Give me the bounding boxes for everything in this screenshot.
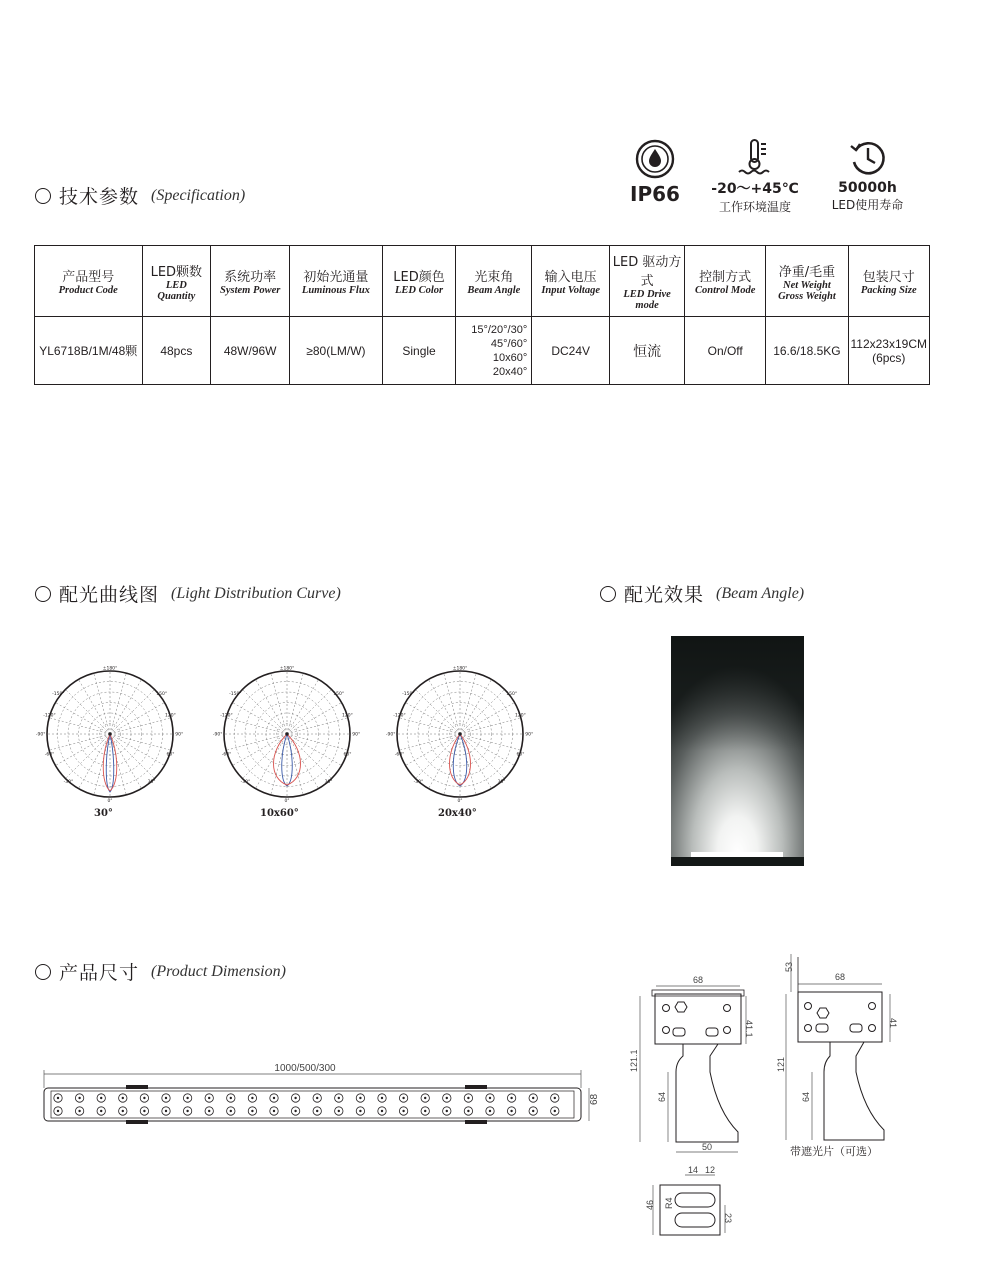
header-control-mode: 控制方式 Control Mode [685, 246, 766, 317]
svg-text:120°: 120° [515, 713, 526, 719]
svg-text:0°: 0° [107, 799, 113, 804]
svg-text:120°: 120° [342, 713, 353, 719]
spec-table [34, 245, 930, 385]
dimension-section-title: 产品尺寸 (Product Dimension) [35, 958, 286, 985]
svg-text:0°: 0° [457, 799, 463, 804]
header-product-code: 产品型号 Product Code [35, 246, 143, 317]
svg-text:41.1: 41.1 [744, 1020, 754, 1038]
svg-text:121.1: 121.1 [629, 1049, 639, 1072]
polar-curve-3 [385, 662, 535, 806]
svg-text:-30°: -30° [63, 780, 74, 786]
svg-text:-90°: -90° [35, 732, 46, 738]
curve-caption-3: 20x40° [438, 808, 477, 819]
svg-text:60°: 60° [516, 752, 525, 758]
curve-section-title: 配光曲线图 (Light Distribution Curve) [35, 580, 341, 607]
curve-caption-1: 30° [94, 808, 113, 819]
cell-drive-mode: 恒流 [610, 317, 685, 385]
svg-text:-90°: -90° [212, 732, 223, 738]
bracket-front-drawing [628, 972, 758, 1162]
header-beam-angle: 光束角 Beam Angle [456, 246, 532, 317]
svg-text:-30°: -30° [413, 780, 424, 786]
svg-text:68: 68 [834, 972, 846, 982]
svg-text:90°: 90° [525, 732, 534, 738]
svg-text:90°: 90° [175, 732, 184, 738]
header-drive-mode: LED 驱动方式 LED Drive mode [610, 246, 685, 317]
bullet-circle-icon [35, 188, 51, 204]
temperature-range: -20～+45℃ [711, 181, 799, 197]
cell-weight: 16.6/18.5KG [766, 317, 848, 385]
bar-dimension-drawing [40, 1058, 600, 1133]
cell-luminous-flux: ≥80(LM/W) [290, 317, 382, 385]
svg-text:64: 64 [801, 1091, 811, 1102]
ip66-badge [620, 138, 690, 206]
ip-rating: IP66 [630, 182, 680, 206]
cell-input-voltage: DC24V [532, 317, 610, 385]
shield-optional-note: 带遮光片（可选） [790, 1145, 878, 1158]
curve-caption-2: 10x60° [260, 808, 299, 819]
svg-text:41: 41 [888, 1018, 898, 1029]
svg-text:-30°: -30° [240, 780, 251, 786]
svg-text:150°: 150° [333, 691, 345, 697]
svg-text:64: 64 [657, 1091, 667, 1102]
svg-text:68: 68 [692, 975, 704, 985]
lifetime-hours: 50000h [838, 180, 897, 196]
svg-text:23: 23 [723, 1213, 733, 1224]
svg-text:60°: 60° [343, 752, 352, 758]
svg-text:0°: 0° [284, 799, 290, 804]
temperature-badge [705, 136, 805, 215]
bullet-circle-icon [600, 586, 616, 602]
header-led-quantity: LED颗数 LED Quantity [142, 246, 211, 317]
svg-text:±180°: ±180° [279, 666, 295, 672]
svg-text:-60°: -60° [394, 752, 405, 758]
polar-chart-10x60 [212, 662, 362, 802]
spec-table-row [35, 317, 930, 385]
svg-text:-120°: -120° [43, 713, 56, 719]
mounting-plate-drawing [635, 1165, 735, 1250]
cell-system-power: 48W/96W [211, 317, 290, 385]
svg-text:R4: R4 [664, 1197, 674, 1209]
cell-led-quantity: 48pcs [142, 317, 211, 385]
cell-beam-angle: 15°/20°/30° 45°/60° 10x60° 20x40° [456, 317, 532, 385]
svg-text:30°: 30° [497, 780, 506, 786]
beam-effect-photo [671, 636, 804, 866]
beam-photo-image [671, 636, 804, 866]
spec-section-title: 技术参数 (Specification) [35, 182, 245, 209]
header-weight: 净重/毛重 Net Weight Gross Weight [766, 246, 848, 317]
spec-table-header-row [35, 246, 930, 317]
bullet-circle-icon [35, 964, 51, 980]
svg-text:121: 121 [776, 1056, 786, 1072]
header-packing-size: 包装尺寸 Packing Size [848, 246, 930, 317]
svg-text:-150°: -150° [52, 691, 65, 697]
svg-text:-150°: -150° [402, 691, 415, 697]
header-system-power: 系统功率 System Power [211, 246, 290, 317]
header-luminous-flux: 初始光通量 Luminous Flux [290, 246, 382, 317]
svg-text:30°: 30° [147, 780, 156, 786]
svg-text:150°: 150° [156, 691, 168, 697]
bar-length-label: 1000/500/300 [274, 1063, 336, 1074]
svg-text:50: 50 [701, 1142, 713, 1152]
svg-text:12: 12 [704, 1165, 716, 1175]
svg-text:-120°: -120° [220, 713, 233, 719]
svg-text:53: 53 [784, 961, 794, 972]
polar-chart-20x40 [385, 662, 535, 802]
svg-text:60°: 60° [166, 752, 175, 758]
svg-text:30°: 30° [324, 780, 333, 786]
clock-icon [848, 138, 888, 178]
svg-text:90°: 90° [352, 732, 361, 738]
svg-text:120°: 120° [165, 713, 176, 719]
thermometer-icon [735, 136, 775, 176]
cell-product-code: YL6718B/1M/48颗 [35, 317, 143, 385]
bullet-circle-icon [35, 586, 51, 602]
temperature-label: 工作环境温度 [718, 200, 791, 214]
bar-height-label: 68 [589, 1093, 600, 1105]
svg-text:-90°: -90° [385, 732, 396, 738]
svg-text:±180°: ±180° [102, 666, 118, 672]
svg-text:-150°: -150° [229, 691, 242, 697]
bracket-side-drawing [778, 952, 913, 1152]
svg-text:46: 46 [645, 1199, 655, 1210]
svg-text:-60°: -60° [221, 752, 232, 758]
svg-text:14: 14 [687, 1165, 699, 1175]
beam-section-title: 配光效果 (Beam Angle) [600, 580, 804, 607]
polar-chart-30 [35, 662, 185, 802]
cell-led-color: Single [382, 317, 456, 385]
svg-text:150°: 150° [506, 691, 518, 697]
cell-control-mode: On/Off [685, 317, 766, 385]
lifetime-badge [820, 138, 915, 213]
header-input-voltage: 输入电压 Input Voltage [532, 246, 610, 317]
svg-text:-120°: -120° [393, 713, 406, 719]
svg-text:±180°: ±180° [452, 666, 468, 672]
header-led-color: LED颜色 LED Color [382, 246, 456, 317]
polar-curve-1 [35, 662, 185, 806]
waterproof-icon [634, 138, 676, 180]
led-array [54, 1094, 559, 1115]
polar-curve-2 [212, 662, 362, 806]
lifetime-label: LED使用寿命 [831, 198, 904, 212]
svg-text:-60°: -60° [44, 752, 55, 758]
cell-packing-size: 112x23x19CM (6pcs) [848, 317, 930, 385]
